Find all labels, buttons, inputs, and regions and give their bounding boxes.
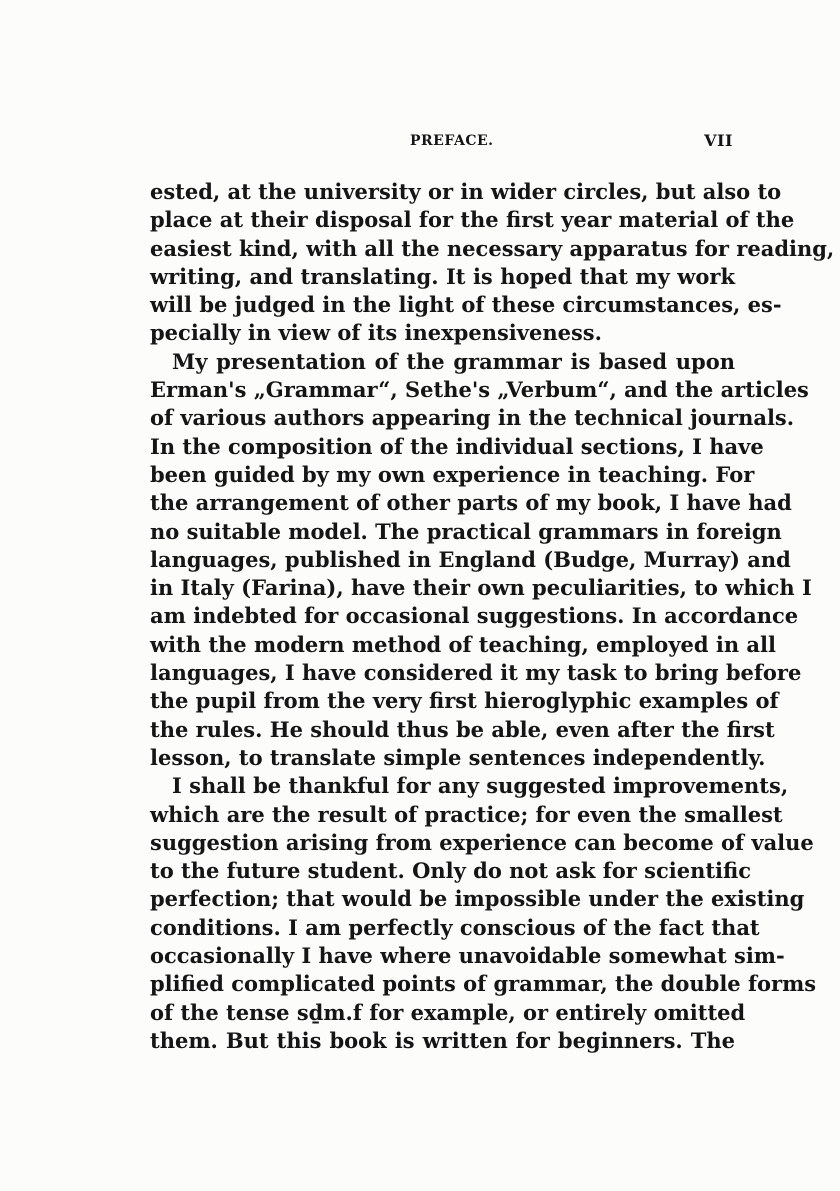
text-line: plified complicated points of grammar, the double forms bbox=[150, 971, 817, 997]
text-line: My presentation of the grammar is based upon bbox=[172, 348, 735, 374]
text-line: occasionally I have where unavoidable somewhat sim- bbox=[150, 943, 785, 969]
text-line: perfection; that would be impossible under the existing bbox=[150, 886, 805, 912]
body-text bbox=[150, 178, 835, 1055]
text-line: In the composition of the individual sections, I have bbox=[150, 433, 764, 459]
paragraph bbox=[150, 772, 817, 1055]
paragraph bbox=[150, 178, 835, 348]
text-line: ested, at the university or in wider circles, but also to bbox=[150, 179, 782, 204]
text-line: the arrangement of other parts of my book, I have had bbox=[150, 490, 792, 516]
text-line: place at their disposal for the first year material of the bbox=[150, 207, 795, 233]
text-line: easiest kind, with all the necessary apparatus for reading, bbox=[150, 235, 835, 261]
text-line: conditions. I am perfectly conscious of the fact that bbox=[150, 914, 760, 940]
paragraph bbox=[150, 348, 812, 772]
text-line: of various authors appearing in the technical journals. bbox=[150, 405, 795, 431]
text-line: will be judged in the light of these circumstances, es- bbox=[150, 292, 782, 318]
text-line: in Italy (Farina), have their own peculiarities, to which I bbox=[150, 575, 812, 601]
text-line: no suitable model. The practical grammars in foreign bbox=[150, 518, 782, 544]
text-line: I shall be thankful for any suggested improvements, bbox=[172, 773, 789, 799]
text-line: Erman's „Grammar“, Sethe's „Verbum“, and the articles bbox=[150, 377, 809, 403]
text-line: with the modern method of teaching, employed in all bbox=[150, 631, 776, 657]
text-line: languages, I have considered it my task to bring before bbox=[150, 660, 802, 686]
text-line: the rules. He should thus be able, even after the first bbox=[150, 716, 775, 742]
text-line: languages, published in England (Budge, Murray) and bbox=[150, 546, 791, 572]
text-line: of the tense sḏm.f for example, or entirely omitted bbox=[150, 999, 746, 1025]
text-line: am indebted for occasional suggestions. In accordance bbox=[150, 603, 799, 629]
page-number: VII bbox=[704, 131, 733, 150]
text-line: to the future student. Only do not ask for scientific bbox=[150, 858, 752, 884]
text-line: the pupil from the very first hieroglyphic examples of bbox=[150, 688, 779, 714]
text-line: pecially in view of its inexpensiveness. bbox=[150, 320, 602, 346]
text-line: which are the result of practice; for even the smallest bbox=[150, 801, 783, 827]
text-line: been guided by my own experience in teaching. For bbox=[150, 461, 755, 487]
text-line: suggestion arising from experience can become of value bbox=[150, 829, 814, 855]
running-head bbox=[150, 131, 735, 153]
text-line: writing, and translating. It is hoped that my work bbox=[150, 263, 735, 289]
text-line: lesson, to translate simple sentences independently. bbox=[150, 744, 766, 770]
running-title: PREFACE. bbox=[410, 133, 494, 149]
text-line: them. But this book is written for beginners. The bbox=[150, 1027, 735, 1053]
